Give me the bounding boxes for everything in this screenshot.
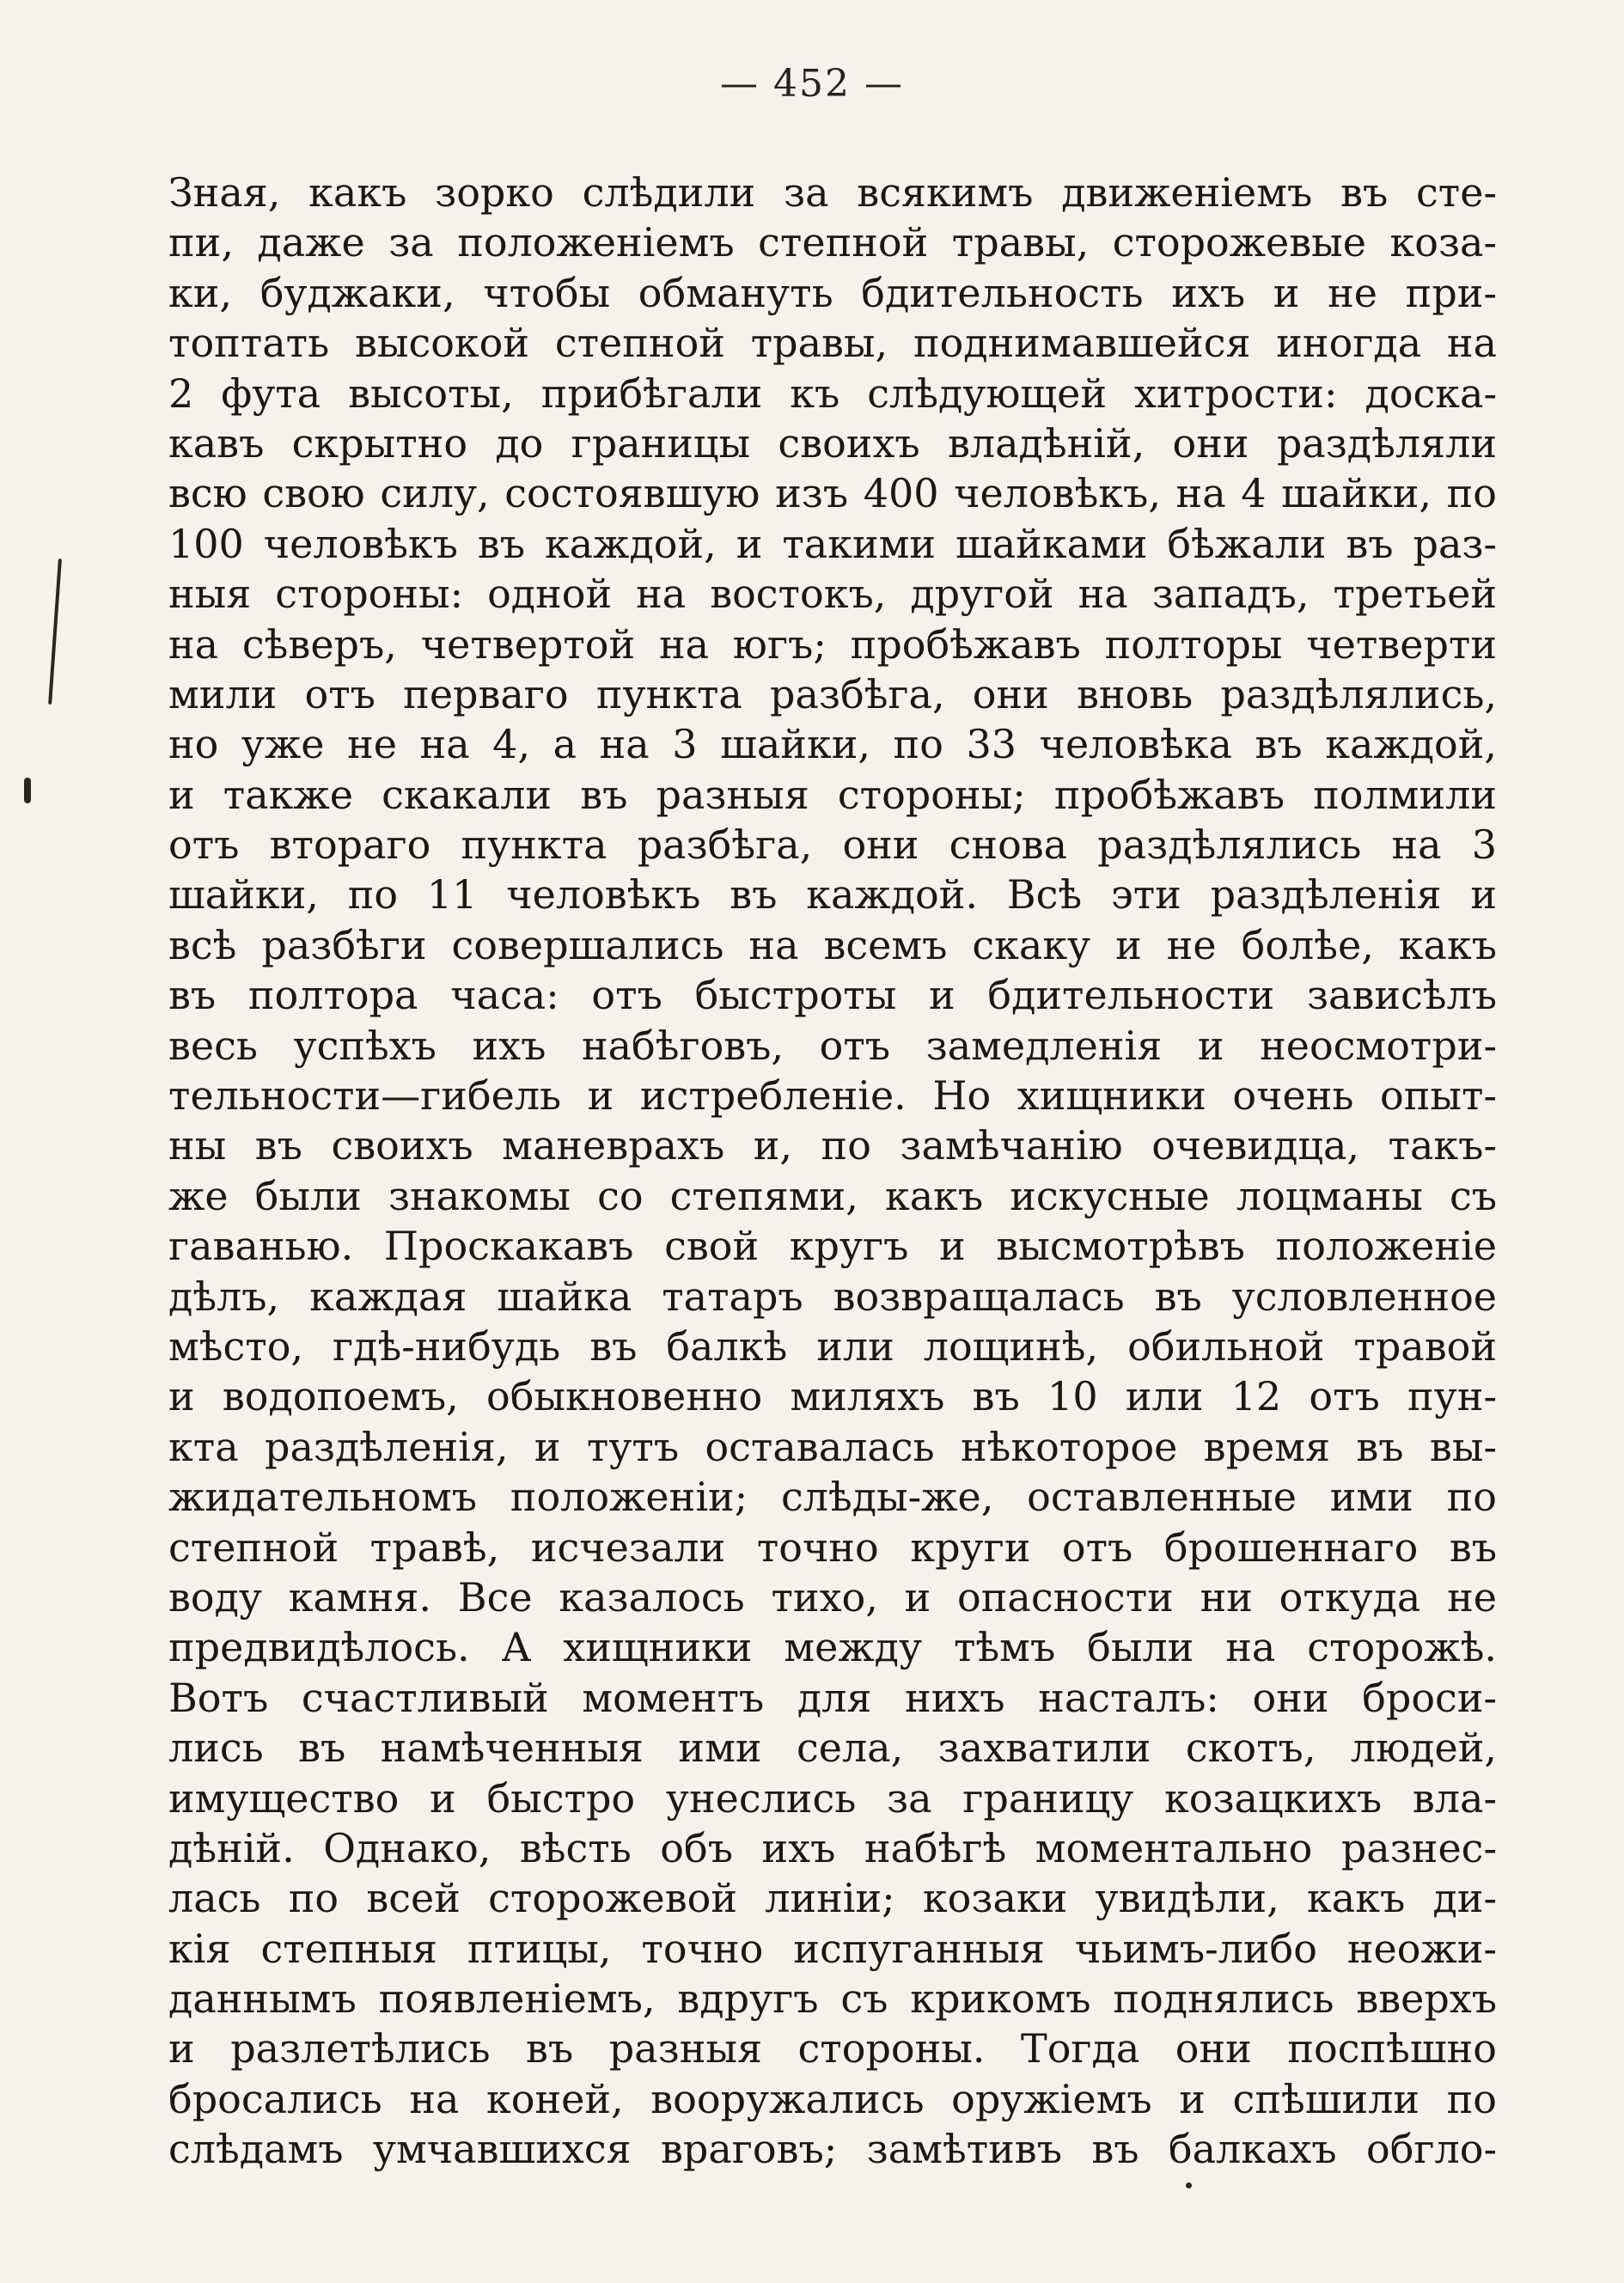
- text-line: ныя стороны: одной на востокъ, другой на западъ, третьей: [168, 571, 1497, 618]
- page-number: — 452 —: [720, 62, 904, 106]
- body-text: [168, 168, 1497, 2175]
- text-line: лись въ намѣченныя ими села, захватили скотъ, людей,: [168, 1724, 1497, 1772]
- text-line: гаванью. Проскакавъ свой кругъ и высмотрѣвъ положеніе: [168, 1223, 1497, 1270]
- text-line: весь успѣхъ ихъ набѣговъ, отъ замедленія и неосмотри-: [168, 1022, 1497, 1069]
- text-line: мѣсто, гдѣ-нибудь въ балкѣ или лощинѣ, обильной травой: [168, 1322, 1497, 1370]
- text-line: ны въ своихъ маневрахъ и, по замѣчанію очевидца, такъ-: [168, 1122, 1497, 1169]
- text-line: мили отъ перваго пункта разбѣга, они вновь раздѣлялись,: [168, 670, 1497, 717]
- text-line: жидательномъ положеніи; слѣды-же, оставленные ими по: [168, 1474, 1497, 1521]
- text-line: но уже не на 4, а на 3 шайки, по 33 человѣка въ каждой,: [168, 721, 1497, 768]
- text-line: Вотъ счастливый моментъ для нихъ насталъ: они броси-: [168, 1674, 1497, 1721]
- text-line: имущество и быстро унеслись за границу козацкихъ вла-: [168, 1774, 1497, 1822]
- text-line: бросались на коней, вооружались оружіемъ и спѣшили по: [168, 2075, 1497, 2122]
- text-line: и также скакали въ разныя стороны; пробѣжавъ полмили: [168, 771, 1497, 818]
- text-line: кта раздѣленія, и тутъ оставалась нѣкоторое время въ вы-: [168, 1423, 1497, 1470]
- text-line: въ полтора часа: отъ быстроты и бдительности зависѣлъ: [168, 972, 1497, 1019]
- text-line: всю свою силу, состоявшую изъ 400 человѣкъ, на 4 шайки, по: [168, 470, 1497, 517]
- text-line: дѣлъ, каждая шайка татаръ возвращалась въ условленное: [168, 1273, 1497, 1320]
- text-line: отъ втораго пункта разбѣга, они снова раздѣлялись на 3: [168, 821, 1497, 869]
- text-line: 2 фута высоты, прибѣгали къ слѣдующей хитрости: доска-: [168, 369, 1497, 417]
- text-line: дѣній. Однако, вѣсть объ ихъ набѣгѣ моментально разнес-: [168, 1824, 1497, 1871]
- margin-ink-mark: [24, 778, 31, 803]
- text-line: же были знакомы со степями, какъ искусные лоцманы съ: [168, 1172, 1497, 1219]
- text-line: и разлетѣлись въ разныя стороны. Тогда они поспѣшно: [168, 2025, 1497, 2072]
- text-line: шайки, по 11 человѣкъ въ каждой. Всѣ эти раздѣленія и: [168, 871, 1497, 919]
- text-line: воду камня. Все казалось тихо, и опасности ни откуда не: [168, 1573, 1497, 1621]
- text-line: топтать высокой степной травы, поднимавшейся иногда на: [168, 320, 1497, 367]
- text-line: даннымъ появленіемъ, вдругъ съ крикомъ поднялись вверхъ: [168, 1975, 1497, 2023]
- text-line: кія степныя птицы, точно испуганныя чьимъ-либо неожи-: [168, 1925, 1497, 1972]
- text-line: ки, буджаки, чтобы обмануть бдительность ихъ и не при-: [168, 269, 1497, 316]
- text-line: лась по всей сторожевой линіи; козаки увидѣли, какъ ди-: [168, 1875, 1497, 1922]
- text-line: всѣ разбѣги совершались на всемъ скаку и не болѣе, какъ: [168, 921, 1497, 968]
- ink-speck: [1186, 2182, 1192, 2188]
- text-line: Зная, какъ зорко слѣдили за всякимъ движеніемъ въ сте-: [168, 169, 1497, 216]
- text-line: и водопоемъ, обыкновенно миляхъ въ 10 или 12 отъ пун-: [168, 1373, 1497, 1420]
- text-line: 100 человѣкъ въ каждой, и такими шайками бѣжали въ раз-: [168, 520, 1497, 567]
- text-line: на сѣверъ, четвертой на югъ; пробѣжавъ полторы четверти: [168, 620, 1497, 668]
- text-line: пи, даже за положеніемъ степной травы, сторожевые коза-: [168, 219, 1497, 266]
- text-line: слѣдамъ умчавшихся враговъ; замѣтивъ въ балкахъ обгло-: [168, 2126, 1497, 2173]
- text-line: степной травѣ, исчезали точно круги отъ брошеннаго въ: [168, 1523, 1497, 1571]
- text-line: предвидѣлось. А хищники между тѣмъ были на сторожѣ.: [168, 1624, 1497, 1671]
- text-line: тельности—гибель и истребленіе. Но хищники очень опыт-: [168, 1072, 1497, 1120]
- text-line: кавъ скрытно до границы своихъ владѣній, они раздѣляли: [168, 419, 1497, 467]
- margin-pencil-mark: [48, 559, 62, 705]
